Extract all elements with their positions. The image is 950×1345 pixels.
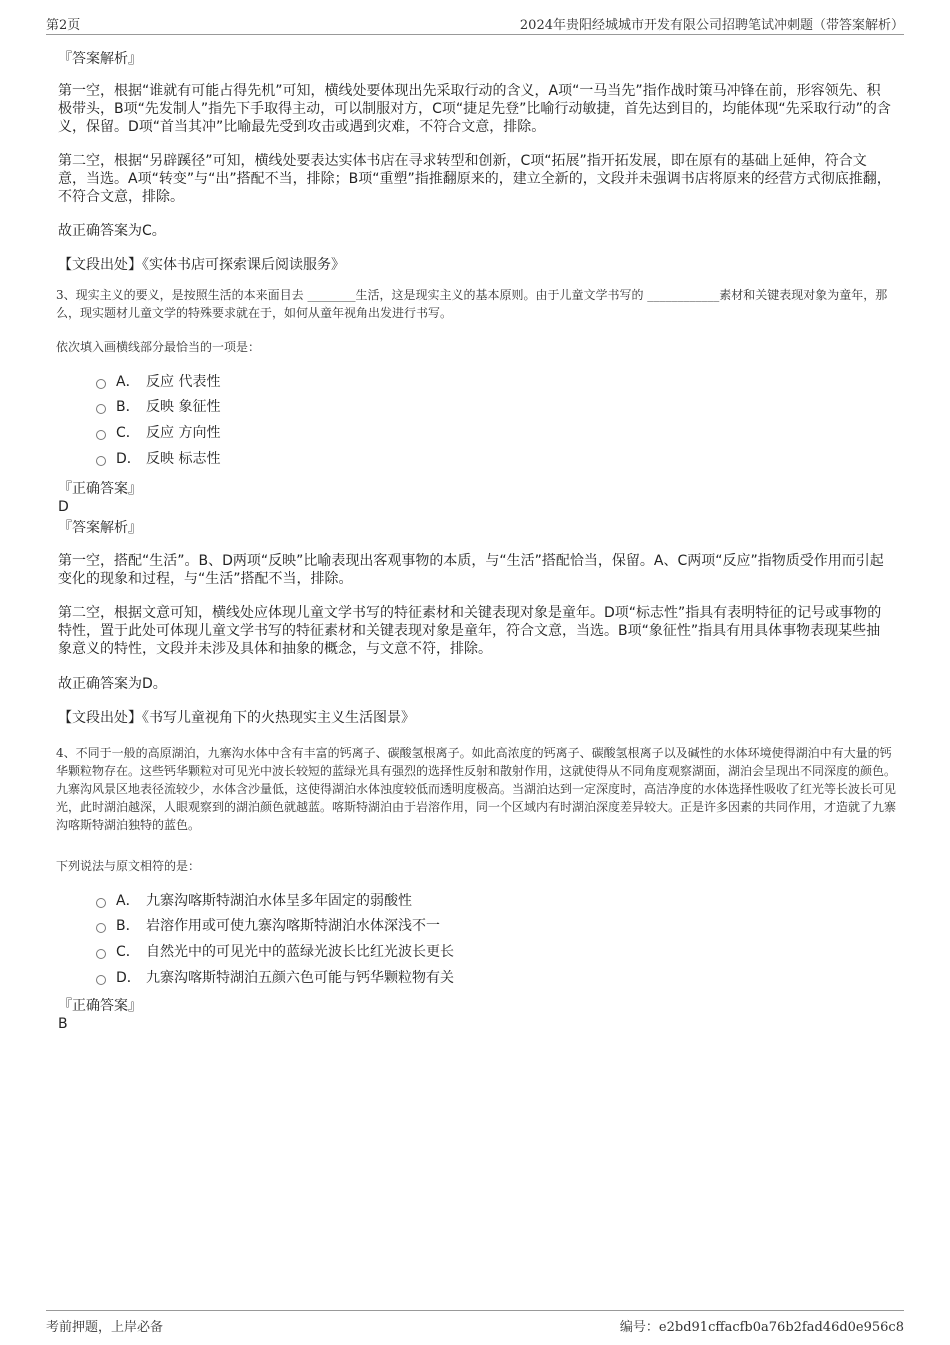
- question-4-stem: 4、不同于一般的高原湖泊，九寨沟水体中含有丰富的钙离子、碳酸氢根离子。如此高浓度的钙离子、碳酸氢根离子以及碱性的水体环境使得湖泊中有大量的钙华颗粒物存在。这些钙华颗粒对可见光中波长较短的蓝绿光具有强烈的选择性反射和散射作用，这就使得从不同角度观察湖面，湖泊会呈现出不同深度的颜色。九寨沟风景区地表径流较少，水体含沙量低，这使得湖泊水体浊度较低而透明度极高。当湖泊达到一定深度时，高洁净度的水体选择性吸收了红光等长波长可见光，此时湖泊越深，人眼观察到的湖泊颜色就越蓝。喀斯特湖泊由于岩溶作用，同一个区域内有时湖泊深度差异较大。正是许多因素的共同作用，才造就了九寨沟喀斯特湖泊独特的蓝色。: [56, 746, 897, 832]
- page-footer: [46, 1310, 904, 1335]
- conclusion: 故正确答案为C。: [58, 223, 166, 239]
- question-3-option-d[interactable]: D． 反映 标志性: [96, 449, 220, 469]
- radio-icon[interactable]: [96, 949, 106, 959]
- radio-icon[interactable]: [96, 898, 106, 908]
- analysis-label: 『答案解析』: [58, 51, 142, 67]
- footer-slogan: 考前押题，上岸必备: [46, 1320, 164, 1335]
- correct-answer-label: 『正确答案』: [58, 481, 142, 497]
- question-3-stem: 3、现实主义的要义，是按照生活的本来面目去 ________生活，这是现实主义的基本原则。由于儿童文学书写的 ____________素材和关键表现对象为童年，那么，现实题材儿童文学的特殊要求就在于，如何从童年视角出发进行书写。: [56, 288, 888, 320]
- question-3-prompt: 依次填入画横线部分最恰当的一项是：: [56, 340, 261, 354]
- correct-answer-label: 『正确答案』: [58, 998, 142, 1014]
- page-header: [46, 14, 904, 35]
- radio-icon[interactable]: [96, 923, 106, 933]
- document-title: 2024年贵阳经城城市开发有限公司招聘笔试冲刺题（带答案解析）: [519, 18, 904, 33]
- source-citation: 【文段出处】《书写儿童视角下的火热现实主义生活图景》: [58, 710, 415, 726]
- source-citation: 【文段出处】《实体书店可探索课后阅读服务》: [58, 257, 345, 273]
- analysis-paragraph-1: 第一空，搭配“生活”。B、D两项“反映”比喻表现出客观事物的本质，与“生活”搭配恰当，保留。A、C两项“反应”指物质受作用而引起变化的现象和过程，与“生活”搭配不当，排除。: [58, 553, 884, 587]
- page-number: 第2页: [46, 18, 81, 33]
- analysis-paragraph-2: 第二空，根据“另辟蹊径”可知，横线处要表达实体书店在寻求转型和创新，C项“拓展”指开拓发展，即在原有的基础上延伸，符合文意，当选。A项“转变”与“出”搭配不当，排除；B项“重塑”指推翻原来的，建立全新的，文段并未强调书店将原来的经营方式彻底推翻，不符合文意，排除。: [58, 153, 891, 205]
- question-4-option-a[interactable]: A． 九寨沟喀斯特湖泊水体呈多年固定的弱酸性: [96, 891, 412, 911]
- question-4-option-d[interactable]: D． 九寨沟喀斯特湖泊五颜六色可能与钙华颗粒物有关: [96, 968, 454, 988]
- radio-icon[interactable]: [96, 975, 106, 985]
- question-3-option-c[interactable]: C． 反应 方向性: [96, 423, 220, 443]
- conclusion: 故正确答案为D。: [58, 676, 167, 692]
- analysis-paragraph-2: 第二空，根据文意可知，横线处应体现儿童文学书写的特征素材和关键表现对象是童年。D项“标志性”指具有表明特征的记号或事物的特性，置于此处可体现儿童文学书写的特征素材和关键表现对象是童年，符合文意，当选。B项“象征性”指具有用具体事物表现某些抽象意义的特性，文段并未涉及具体和抽象的概念，与文意不符，排除。: [58, 605, 882, 657]
- analysis-label: 『答案解析』: [58, 520, 142, 536]
- document-id: 编号：e2bd91cffacfb0a76b2fad46d0e956c8: [619, 1320, 904, 1335]
- question-3-option-a[interactable]: A． 反应 代表性: [96, 372, 220, 392]
- radio-icon[interactable]: [96, 430, 106, 440]
- question-4-option-c[interactable]: C． 自然光中的可见光中的蓝绿光波长比红光波长更长: [96, 942, 454, 962]
- correct-answer: B: [58, 1016, 68, 1032]
- radio-icon[interactable]: [96, 456, 106, 466]
- radio-icon[interactable]: [96, 379, 106, 389]
- question-3-option-b[interactable]: B． 反映 象征性: [96, 397, 220, 417]
- correct-answer: D: [58, 499, 69, 515]
- radio-icon[interactable]: [96, 404, 106, 414]
- question-4-prompt: 下列说法与原文相符的是：: [56, 859, 201, 873]
- question-4-option-b[interactable]: B． 岩溶作用或可使九寨沟喀斯特湖泊水体深浅不一: [96, 916, 440, 936]
- analysis-paragraph-1: 第一空，根据“谁就有可能占得先机”可知，横线处要体现出先采取行动的含义，A项“一马当先”指作战时策马冲锋在前，形容领先、积极带头，B项“先发制人”指先下手取得主动，可以制服对方，C项“捷足先登”比喻行动敏捷，首先达到目的，均能体现“先采取行动”的含义，保留。D项“首当其冲”比喻最先受到攻击或遇到灾难，不符合文意，排除。: [58, 83, 891, 135]
